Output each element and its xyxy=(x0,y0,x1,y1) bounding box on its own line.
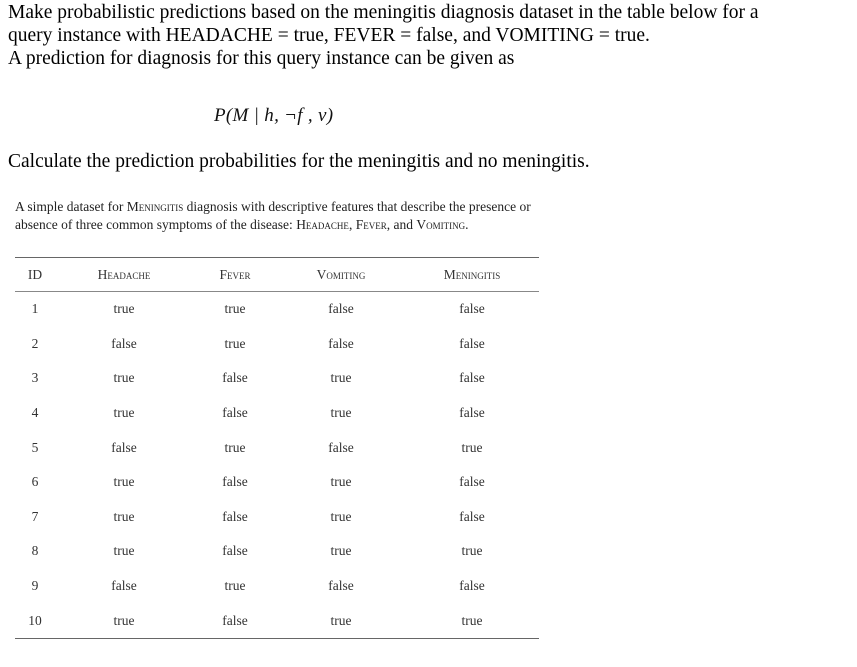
caption-sep-1: , xyxy=(348,217,356,232)
table-caption xyxy=(15,198,545,234)
table-row xyxy=(15,500,539,535)
cell-id: 6 xyxy=(31,474,39,490)
cell-id: 3 xyxy=(31,370,39,386)
cell-headache: true xyxy=(113,301,135,317)
cell-vomiting: false xyxy=(328,301,354,317)
table-row xyxy=(15,534,539,569)
cell-meningitis: true xyxy=(405,603,539,638)
cell-fever: false xyxy=(222,474,248,490)
cell-id: 9 xyxy=(31,578,39,594)
cell-fever: true xyxy=(224,335,246,351)
cell-id: 5 xyxy=(31,439,39,455)
caption-fever: Fever xyxy=(355,217,387,232)
caption-part-2: diagnosis with descriptive features that describe the presence or absence of three common symptoms of the disease: xyxy=(15,199,531,232)
caption-end: . xyxy=(465,217,469,232)
cell-meningitis: false xyxy=(459,405,485,421)
header-meningitis: Meningitis xyxy=(405,258,539,292)
table-row xyxy=(15,603,539,638)
cell-id: 8 xyxy=(31,543,39,559)
table-row xyxy=(15,361,539,396)
cell-vomiting: true xyxy=(277,603,405,638)
cell-meningitis: false xyxy=(459,370,485,386)
cell-id: 2 xyxy=(31,335,39,351)
table-header-row xyxy=(15,258,539,292)
cell-fever: false xyxy=(222,370,248,386)
cell-meningitis: false xyxy=(459,508,485,524)
cell-vomiting: true xyxy=(330,474,352,490)
cell-fever: true xyxy=(224,578,246,594)
table-row xyxy=(15,430,539,465)
cell-headache: false xyxy=(111,439,137,455)
caption-part-1: A simple dataset for xyxy=(15,199,127,214)
cell-fever: false xyxy=(222,543,248,559)
cell-vomiting: false xyxy=(328,578,354,594)
cell-fever: true xyxy=(224,439,246,455)
header-headache: Headache xyxy=(55,258,193,292)
cell-vomiting: true xyxy=(330,405,352,421)
cell-headache: true xyxy=(113,405,135,421)
meningitis-dataset-table xyxy=(15,257,539,639)
question-line-3: A prediction for diagnosis for this query instance can be given as xyxy=(8,48,515,69)
caption-meningitis: Meningitis xyxy=(126,199,184,214)
header-vomiting: Vomiting xyxy=(277,258,405,292)
table-row xyxy=(15,465,539,500)
cell-id: 1 xyxy=(31,301,39,317)
cell-headache: true xyxy=(113,474,135,490)
cell-headache: true xyxy=(113,543,135,559)
table-row xyxy=(15,396,539,431)
cell-vomiting: true xyxy=(330,543,352,559)
header-id: ID xyxy=(15,258,55,292)
table-row xyxy=(15,569,539,604)
cell-headache: false xyxy=(111,578,137,594)
cell-headache: true xyxy=(55,603,193,638)
probability-formula: P(M | h, ¬f , v) xyxy=(214,105,334,126)
cell-meningitis: true xyxy=(461,543,483,559)
cell-headache: true xyxy=(113,370,135,386)
cell-headache: true xyxy=(113,508,135,524)
table-body xyxy=(15,292,539,639)
cell-id: 10 xyxy=(15,603,55,638)
cell-vomiting: false xyxy=(328,439,354,455)
cell-id: 4 xyxy=(31,405,39,421)
cell-vomiting: true xyxy=(330,508,352,524)
header-fever: Fever xyxy=(193,258,277,292)
cell-fever: true xyxy=(224,301,246,317)
cell-fever: false xyxy=(222,405,248,421)
question-line-1: Make probabilistic predictions based on the meningitis diagnosis dataset in the table below for a xyxy=(8,2,759,23)
cell-meningitis: false xyxy=(459,335,485,351)
question-line-2: query instance with HEADACHE = true, FEVER = false, and VOMITING = true. xyxy=(8,25,650,46)
cell-vomiting: true xyxy=(330,370,352,386)
caption-vomiting: Vomiting xyxy=(416,217,466,232)
caption-sep-2: , and xyxy=(386,217,417,232)
caption-headache: Headache xyxy=(296,217,349,232)
cell-meningitis: false xyxy=(459,301,485,317)
cell-id: 7 xyxy=(31,508,39,524)
cell-meningitis: false xyxy=(459,474,485,490)
cell-vomiting: false xyxy=(328,335,354,351)
cell-fever: false xyxy=(193,603,277,638)
question-text xyxy=(8,1,853,70)
cell-meningitis: false xyxy=(459,578,485,594)
cell-fever: false xyxy=(222,508,248,524)
cell-headache: false xyxy=(111,335,137,351)
table-row xyxy=(15,327,539,362)
table-row xyxy=(15,292,539,327)
instruction-text: Calculate the prediction probabilities for the meningitis and no meningitis. xyxy=(8,151,590,172)
cell-meningitis: true xyxy=(461,439,483,455)
